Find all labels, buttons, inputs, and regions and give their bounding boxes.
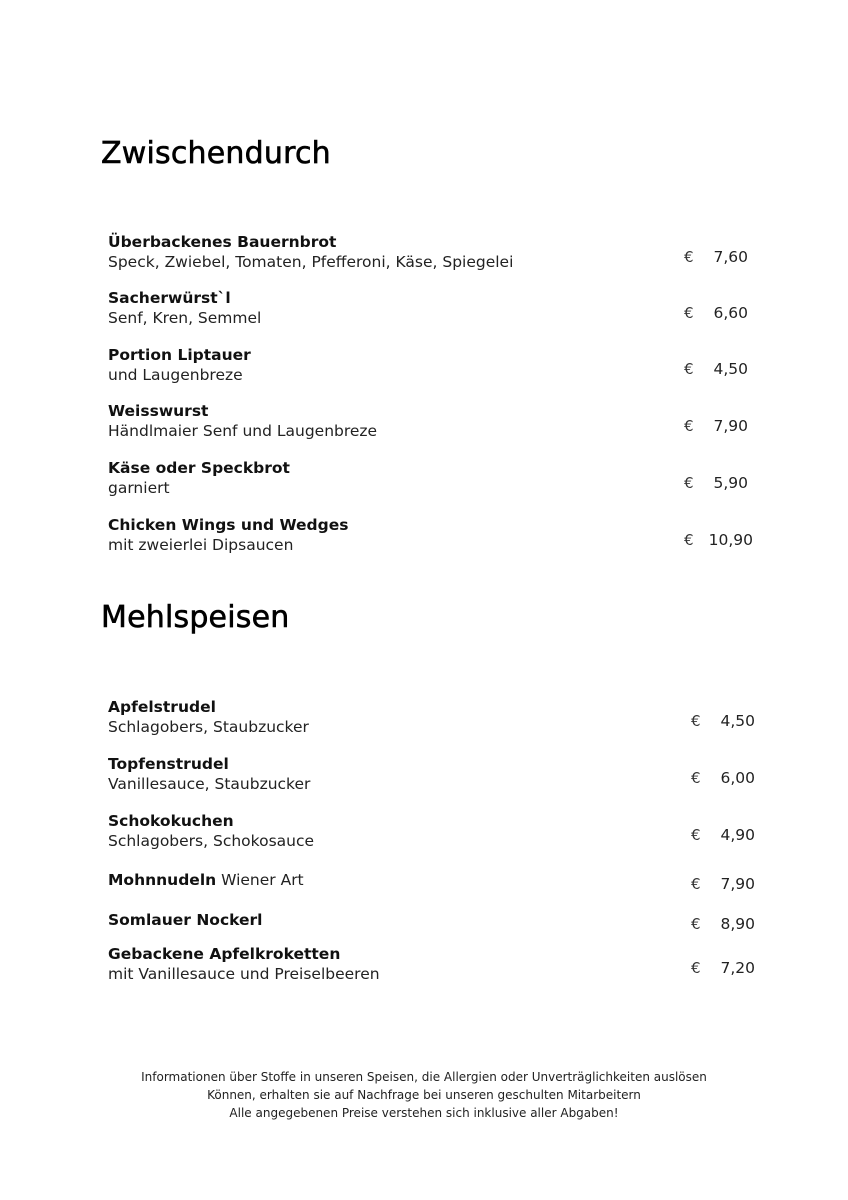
menu-item bbox=[108, 346, 768, 390]
menu-item bbox=[108, 516, 768, 560]
menu-item-description: Senf, Kren, Semmel bbox=[108, 309, 262, 327]
menu-item-name: Sacherwürst`l bbox=[108, 289, 231, 307]
section-title-zwischendurch: Zwischendurch bbox=[101, 136, 331, 171]
menu-item-description: mit zweierlei Dipsaucen bbox=[108, 536, 294, 554]
menu-item-price: 7,60 bbox=[713, 248, 748, 266]
menu-item-price: 5,90 bbox=[713, 474, 748, 492]
allergen-notice bbox=[0, 1068, 848, 1122]
menu-item-description: garniert bbox=[108, 479, 170, 497]
menu-item-price: 6,60 bbox=[713, 304, 748, 322]
footer-line: Alle angegebenen Preise verstehen sich inklusive aller Abgaben! bbox=[229, 1106, 619, 1120]
currency-symbol: € bbox=[684, 474, 694, 492]
menu-item-description: Händlmaier Senf und Laugenbreze bbox=[108, 422, 378, 440]
menu-item bbox=[108, 402, 768, 446]
currency-symbol: € bbox=[684, 417, 694, 435]
menu-item-name: Apfelstrudel bbox=[108, 698, 216, 716]
menu-item-description: Schlagobers, Schokosauce bbox=[108, 832, 315, 850]
menu-item-price: 7,90 bbox=[713, 417, 748, 435]
menu-item bbox=[108, 755, 768, 799]
menu-item bbox=[108, 459, 768, 503]
menu-item-description: Wiener Art bbox=[216, 871, 304, 889]
menu-item-name: Weisswurst bbox=[108, 402, 209, 420]
menu-item-price: 7,90 bbox=[720, 875, 755, 893]
menu-item bbox=[108, 871, 768, 915]
menu-item-price: 4,50 bbox=[720, 712, 755, 730]
menu-item-name: Mohnnudeln bbox=[108, 871, 217, 889]
menu-item-name: Topfenstrudel bbox=[108, 755, 229, 773]
menu-item-price: 8,90 bbox=[720, 915, 755, 933]
menu-item-name: Überbackenes Bauernbrot bbox=[108, 233, 337, 251]
currency-symbol: € bbox=[691, 959, 701, 977]
currency-symbol: € bbox=[684, 248, 694, 266]
menu-item-name: Somlauer Nockerl bbox=[108, 911, 263, 929]
menu-item-price: 6,00 bbox=[720, 769, 755, 787]
currency-symbol: € bbox=[684, 531, 694, 549]
currency-symbol: € bbox=[691, 915, 701, 933]
footer-line: Können, erhalten sie auf Nachfrage bei unseren geschulten Mitarbeitern bbox=[207, 1088, 641, 1102]
menu-item-description: Schlagobers, Staubzucker bbox=[108, 718, 309, 736]
menu-item bbox=[108, 233, 768, 277]
menu-item-name-inline bbox=[108, 871, 304, 889]
menu-item bbox=[108, 945, 768, 989]
menu-item bbox=[108, 698, 768, 742]
menu-item-name: Gebackene Apfelkroketten bbox=[108, 945, 341, 963]
menu-item-description: Vanillesauce, Staubzucker bbox=[108, 775, 311, 793]
footer-line: Informationen über Stoffe in unseren Speisen, die Allergien oder Unverträglichkeiten auslösen bbox=[141, 1070, 707, 1084]
menu-item-price: 4,90 bbox=[720, 826, 755, 844]
currency-symbol: € bbox=[691, 712, 701, 730]
menu-item-description: mit Vanillesauce und Preiselbeeren bbox=[108, 965, 380, 983]
currency-symbol: € bbox=[684, 360, 694, 378]
menu-item-price: 10,90 bbox=[708, 531, 753, 549]
currency-symbol: € bbox=[691, 769, 701, 787]
section-title-mehlspeisen: Mehlspeisen bbox=[101, 600, 290, 635]
menu-item-price: 7,20 bbox=[720, 959, 755, 977]
menu-item-price: 4,50 bbox=[713, 360, 748, 378]
menu-item bbox=[108, 812, 768, 856]
currency-symbol: € bbox=[684, 304, 694, 322]
menu-item-name: Portion Liptauer bbox=[108, 346, 251, 364]
menu-item-description: und Laugenbreze bbox=[108, 366, 243, 384]
menu-item-name: Chicken Wings und Wedges bbox=[108, 516, 349, 534]
currency-symbol: € bbox=[691, 875, 701, 893]
menu-item bbox=[108, 289, 768, 333]
menu-item-name: Schokokuchen bbox=[108, 812, 234, 830]
menu-item-name: Käse oder Speckbrot bbox=[108, 459, 290, 477]
menu-item-description: Speck, Zwiebel, Tomaten, Pfefferoni, Käse, Spiegelei bbox=[108, 253, 514, 271]
currency-symbol: € bbox=[691, 826, 701, 844]
